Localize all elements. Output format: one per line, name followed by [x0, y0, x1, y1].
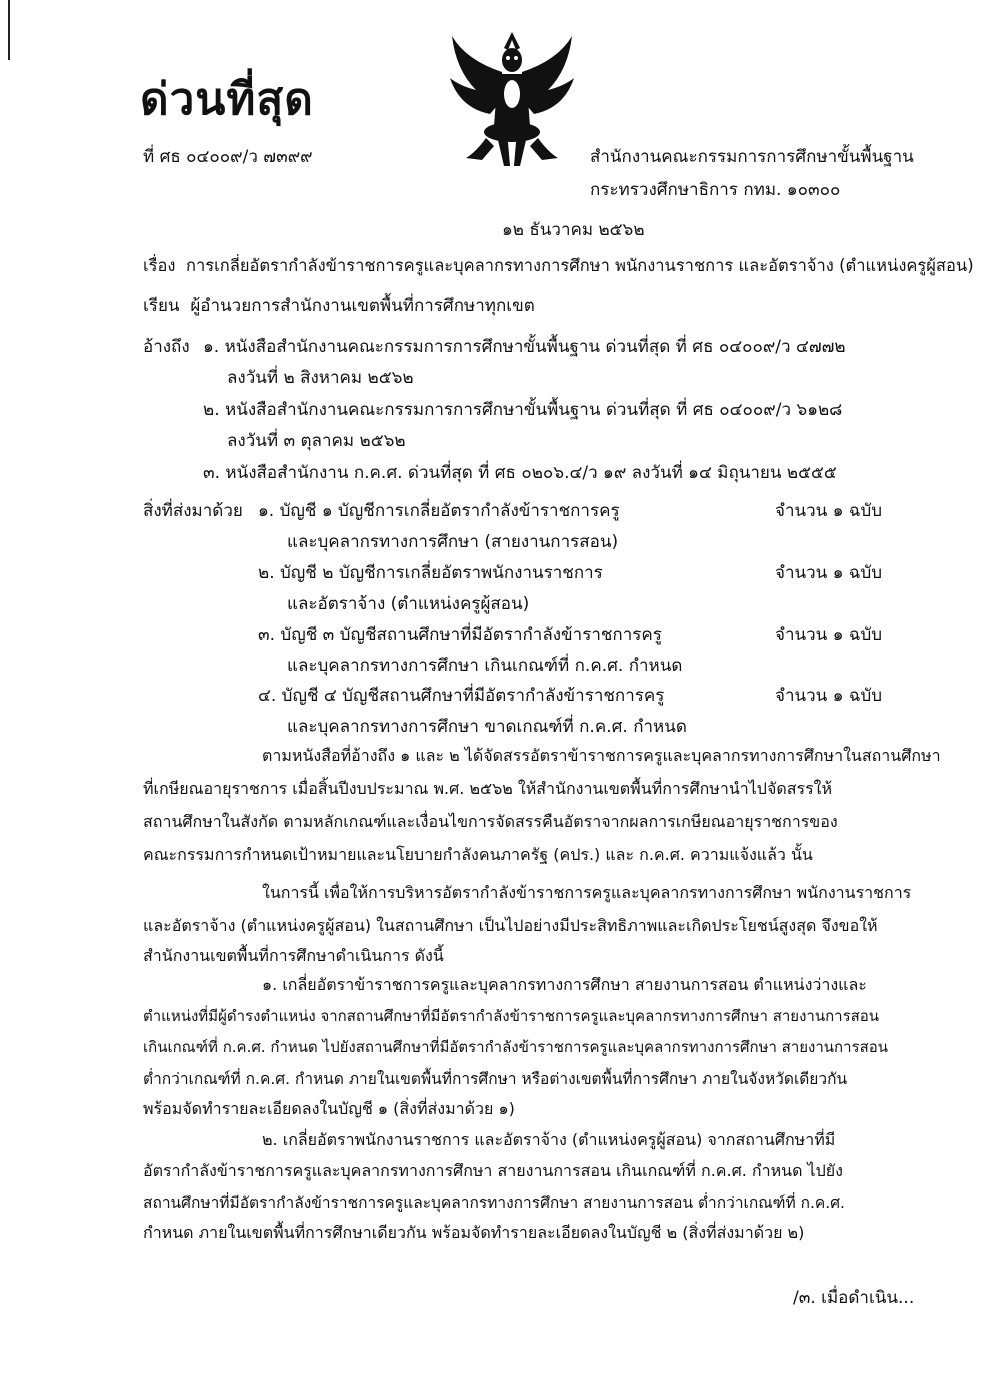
enclosure-item: ๓. บัญชี ๓ บัญชีสถานศึกษาที่มีอัตรากำลังข้าราชการครู: [258, 625, 662, 645]
enclosure-item-cont: และบุคลากรทางการศึกษา เกินเกณฑ์ที่ ก.ค.ศ. กำหนด: [287, 656, 683, 676]
paragraph-line: กำหนด ภายในเขตพื้นที่การศึกษาเดียวกัน พร้อมจัดทำรายละเอียดลงในบัญชี ๒ (สิ่งที่ส่งมาด้วย ๒): [143, 1223, 805, 1242]
references-label: อ้างถึง: [143, 337, 190, 357]
reference-item: ๓. หนังสือสำนักงาน ก.ค.ศ. ด่วนที่สุด ที่ ศธ ๐๒๐๖.๔/ว ๑๙ ลงวันที่ ๑๔ มิถุนายน ๒๕๕๕: [203, 463, 837, 483]
paragraph-line: ๒. เกลี่ยอัตราพนักงานราชการ และอัตราจ้าง (ตำแหน่งครูผู้สอน) จากสถานศึกษาที่มี: [262, 1130, 836, 1149]
reference-item: ๒. หนังสือสำนักงานคณะกรรมการการศึกษาขั้นพื้นฐาน ด่วนที่สุด ที่ ศธ ๐๔๐๐๙/ว ๖๑๒๘: [203, 400, 843, 420]
paragraph-line: ๑. เกลี่ยอัตราข้าราชการครูและบุคลากรทางการศึกษา สายงานการสอน ตำแหน่งว่างและ: [262, 975, 867, 994]
paragraph-line: สถานศึกษาที่มีอัตรากำลังข้าราชการครูและบุคลากรทางการศึกษา สายงานการสอน ต่ำกว่าเกณฑ์ที่ ก.ค.ศ.: [143, 1194, 845, 1212]
paragraph-line: ตำแหน่งที่มีผู้ดำรงตำแหน่ง จากสถานศึกษาที่มีอัตรากำลังข้าราชการครูและบุคลากรทางการศึกษา สายงานการสอน: [143, 1007, 880, 1025]
recipient-text: ผู้อำนวยการสำนักงานเขตพื้นที่การศึกษาทุกเขต: [190, 296, 535, 316]
paragraph-line: คณะกรรมการกำหนดเป้าหมายและนโยบายกำลังคนภาครัฐ (คปร.) และ ก.ค.ศ. ความแจ้งแล้ว นั้น: [143, 845, 813, 864]
recipient-line: [143, 292, 535, 319]
paragraph-line: ตามหนังสือที่อ้างถึง ๑ และ ๒ ได้จัดสรรอัตราข้าราชการครูและบุคลากรทางการศึกษาในสถานศึกษา: [262, 746, 941, 765]
subject-text: การเกลี่ยอัตรากำลังข้าราชการครูและบุคลากรทางการศึกษา พนักงานราชการ และอัตราจ้าง (ตำแหน่งครูผู้สอน): [185, 256, 974, 275]
reference-item: ๑. หนังสือสำนักงานคณะกรรมการการศึกษาขั้นพื้นฐาน ด่วนที่สุด ที่ ศธ ๐๔๐๐๙/ว ๔๗๗๒: [203, 337, 846, 357]
enclosures-label: สิ่งที่ส่งมาด้วย: [143, 501, 243, 521]
reference-item: ลงวันที่ ๓ ตุลาคม ๒๕๖๒: [227, 431, 406, 451]
enclosure-copies: จำนวน ๑ ฉบับ: [775, 625, 883, 645]
enclosure-copies: จำนวน ๑ ฉบับ: [775, 501, 883, 521]
paragraph-line: อัตรากำลังข้าราชการครูและบุคลากรทางการศึกษา สายงานการสอน เกินเกณฑ์ที่ ก.ค.ศ. กำหนด ไปยัง: [143, 1161, 843, 1180]
enclosure-item-cont: และบุคลากรทางการศึกษา (สายงานการสอน): [287, 532, 619, 552]
paragraph-line: ต่ำกว่าเกณฑ์ที่ ก.ค.ศ. กำหนด ภายในเขตพื้นที่การศึกษา หรือต่างเขตพื้นที่การศึกษา ภายในจังหวัดเดียวกัน: [143, 1070, 848, 1088]
enclosure-copies: จำนวน ๑ ฉบับ: [775, 686, 883, 706]
paragraph-line: ที่เกษียณอายุราชการ เมื่อสิ้นปีงบประมาณ พ.ศ. ๒๕๖๒ ให้สำนักงานเขตพื้นที่การศึกษานำไปจัดสรรให้: [143, 779, 833, 798]
paragraph-line: ในการนี้ เพื่อให้การบริหารอัตรากำลังข้าราชการครูและบุคลากรทางการศึกษา พนักงานราชการ: [262, 883, 912, 902]
enclosure-item-cont: และบุคลากรทางการศึกษา ขาดเกณฑ์ที่ ก.ค.ศ. กำหนด: [287, 717, 687, 737]
paragraph-line: สำนักงานเขตพื้นที่การศึกษาดำเนินการ ดังนี้: [143, 946, 444, 965]
enclosure-item: ๒. บัญชี ๒ บัญชีการเกลี่ยอัตราพนักงานราชการ: [258, 563, 603, 583]
issuing-office-address: กระทรวงศึกษาธิการ กทม. ๑๐๓๐๐: [590, 180, 841, 200]
document-date: ๑๒ ธันวาคม ๒๕๖๒: [502, 220, 645, 240]
issuing-office: สำนักงานคณะกรรมการการศึกษาขั้นพื้นฐาน: [590, 147, 914, 167]
paragraph-line: และอัตราจ้าง (ตำแหน่งครูผู้สอน) ในสถานศึกษา เป็นไปอย่างมีประสิทธิภาพและเกิดประโยชน์สูงสุด จึงขอให้: [143, 916, 878, 935]
paragraph-line: เกินเกณฑ์ที่ ก.ค.ศ. กำหนด ไปยังสถานศึกษาที่มีอัตรากำลังข้าราชการครูและบุคลากรทางการศึกษา สายงานการสอน: [143, 1038, 889, 1056]
enclosure-item: ๑. บัญชี ๑ บัญชีการเกลี่ยอัตรากำลังข้าราชการครู: [258, 501, 620, 521]
recipient-label: เรียน: [143, 296, 180, 316]
paragraph-line: สถานศึกษาในสังกัด ตามหลักเกณฑ์และเงื่อนไขการจัดสรรคืนอัตราจากผลการเกษียณอายุราชการของ: [143, 812, 838, 831]
enclosure-item-cont: และอัตราจ้าง (ตำแหน่งครูผู้สอน): [287, 594, 530, 614]
enclosure-copies: จำนวน ๑ ฉบับ: [775, 563, 883, 583]
subject-line: [143, 253, 974, 279]
continuation-note: /๓. เมื่อดำเนิน...: [793, 1288, 915, 1308]
garuda-emblem-icon: [446, 30, 578, 170]
paragraph-line: พร้อมจัดทำรายละเอียดลงในบัญชี ๑ (สิ่งที่ส่งมาด้วย ๑): [143, 1099, 515, 1118]
reference-item: ลงวันที่ ๒ สิงหาคม ๒๕๖๒: [227, 368, 414, 388]
urgency-heading: ด่วนที่สุด: [140, 74, 314, 125]
scan-edge-mark: [8, 0, 10, 60]
document-number: ที่ ศธ ๐๔๐๐๙/ว ๗๓๙๙: [143, 147, 313, 167]
subject-label: เรื่อง: [143, 256, 176, 275]
enclosure-item: ๔. บัญชี ๔ บัญชีสถานศึกษาที่มีอัตรากำลังข้าราชการครู: [258, 686, 665, 706]
